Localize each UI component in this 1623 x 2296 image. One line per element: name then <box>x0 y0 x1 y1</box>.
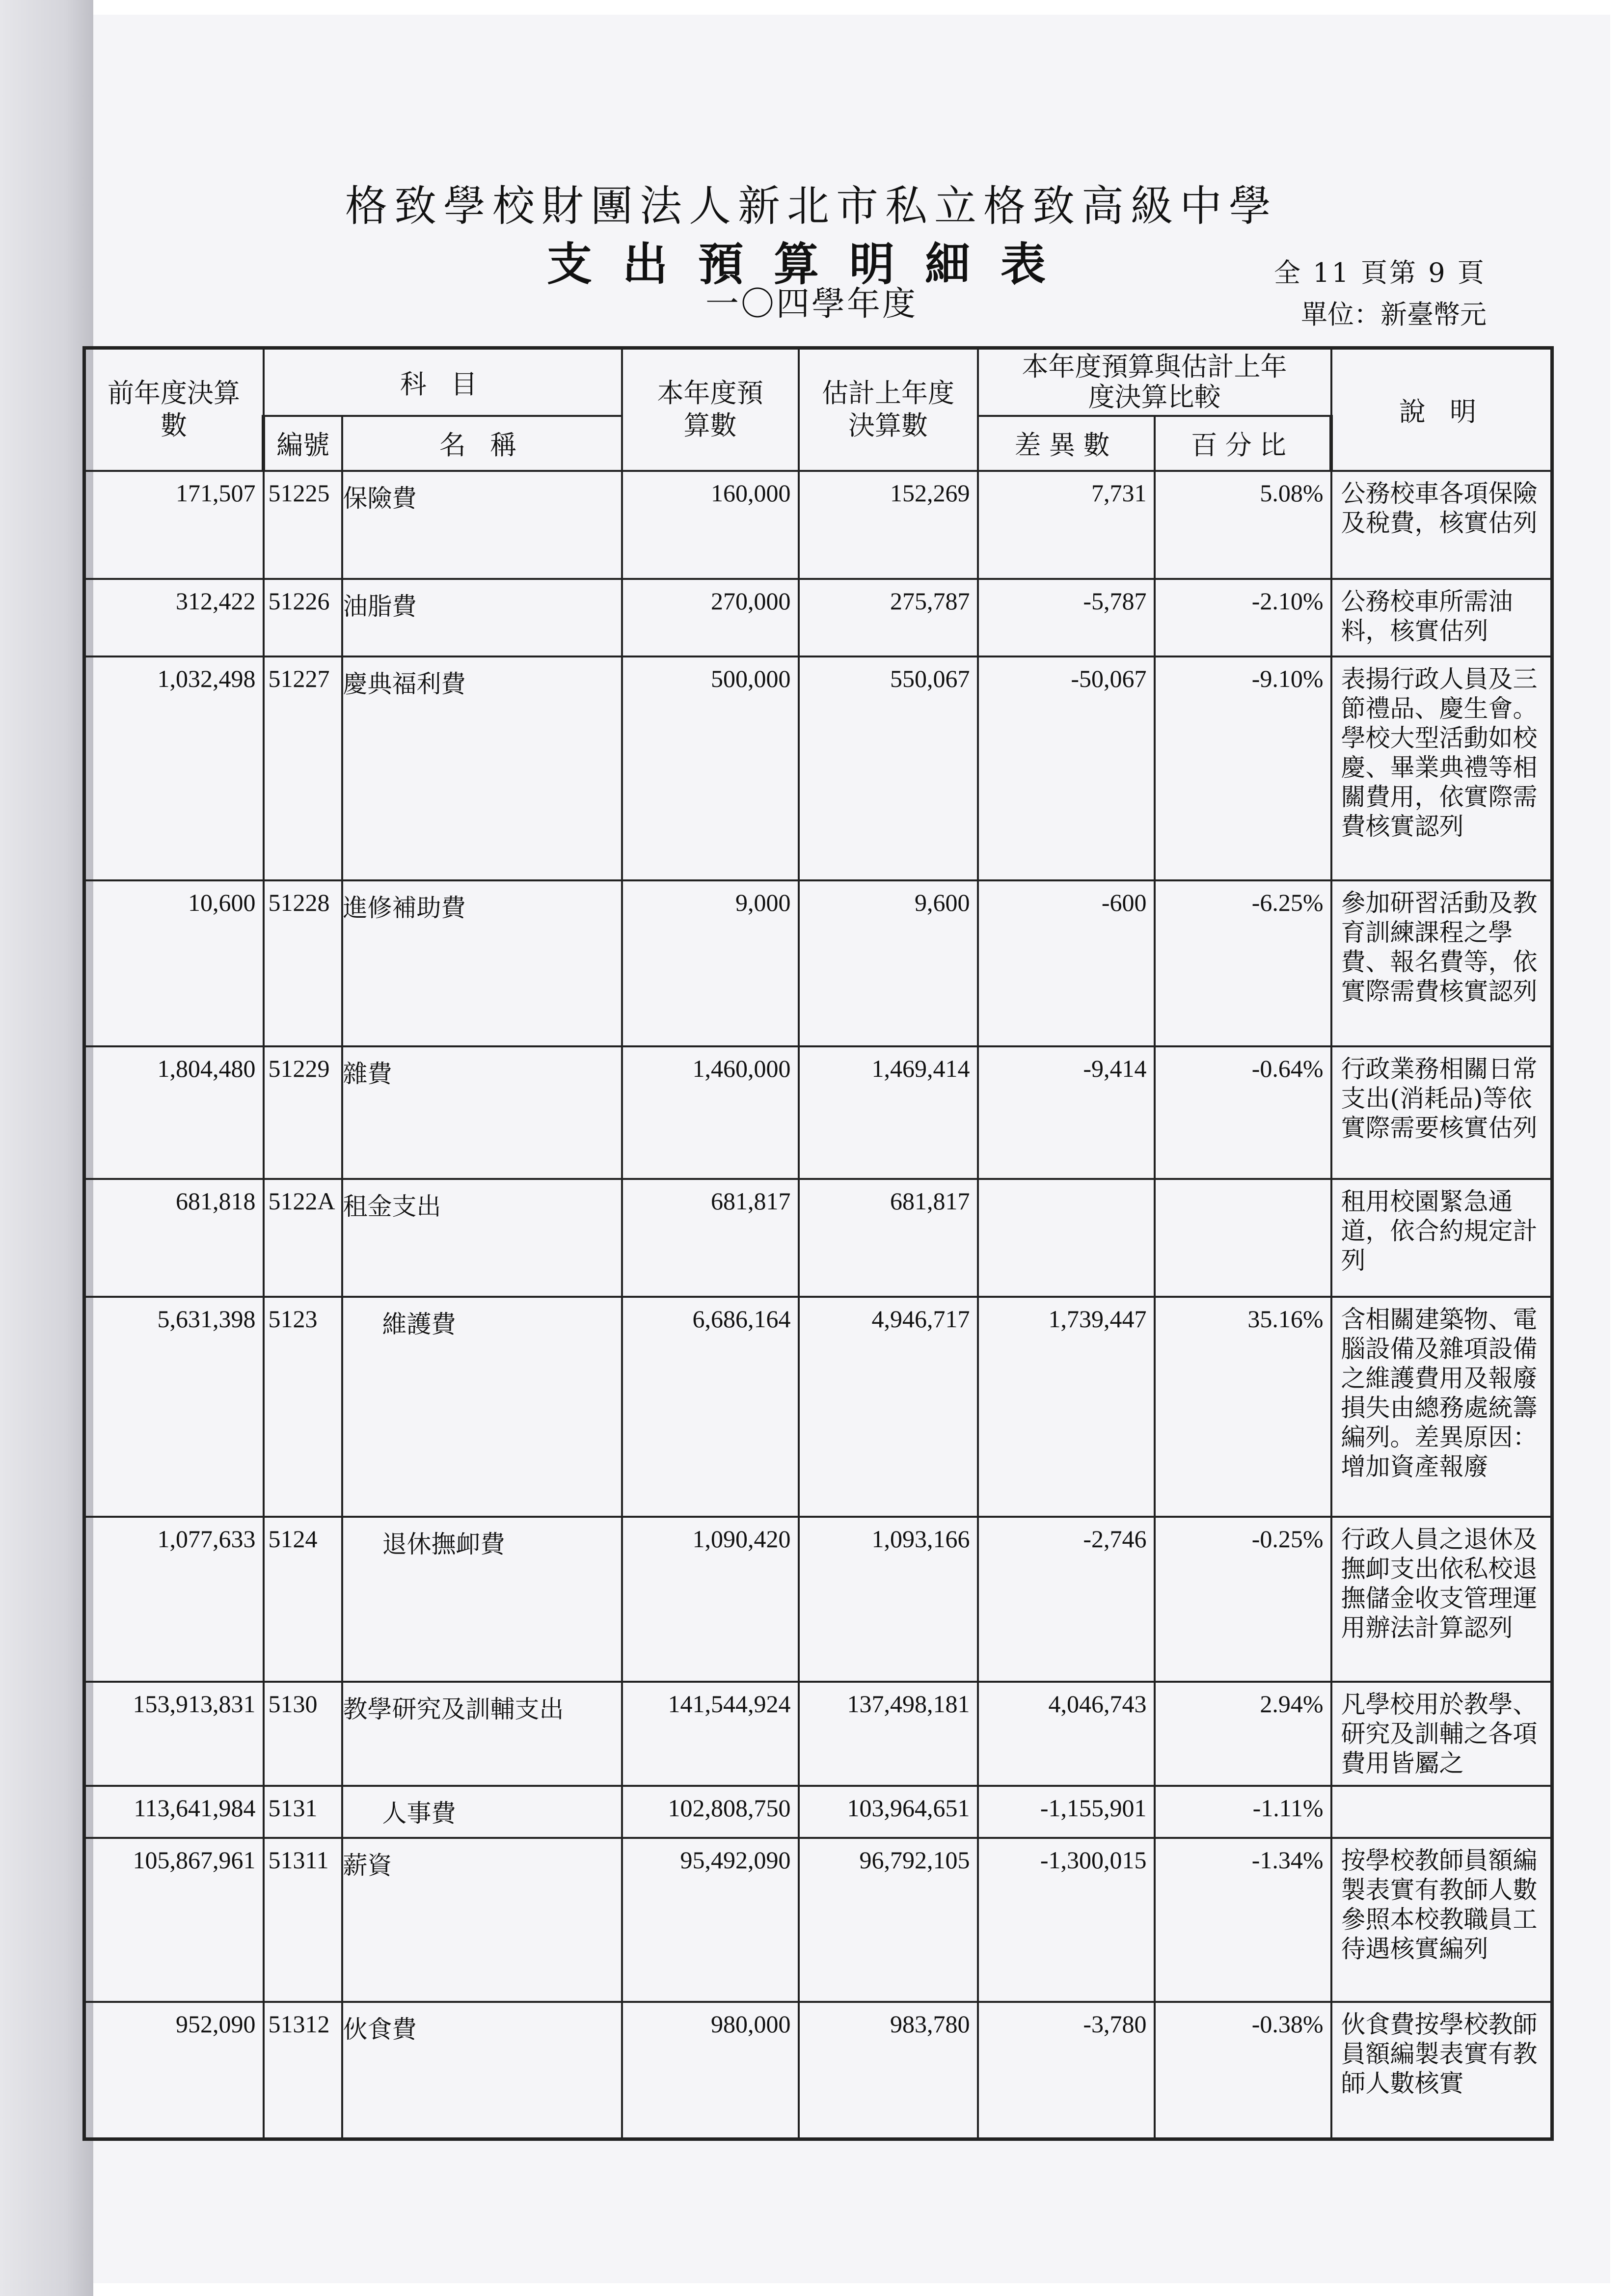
budget-cell: 270,000 <box>622 579 799 656</box>
estimate-cell: 681,817 <box>799 1179 978 1297</box>
budget-cell: 6,686,164 <box>622 1297 799 1517</box>
table-row <box>84 880 1552 1046</box>
note-cell: 行政業務相關日常支出(消耗品)等依實際需要核實估列 <box>1331 1046 1552 1179</box>
header-prev-actual: 前年度決算數 <box>84 348 264 471</box>
name-cell: 雜費 <box>342 1046 622 1179</box>
page-info: 全 11 頁第 9 頁 <box>1274 257 1486 288</box>
prev-actual-cell: 113,641,984 <box>84 1786 264 1838</box>
estimate-cell: 1,469,414 <box>799 1046 978 1179</box>
budget-cell: 1,090,420 <box>622 1517 799 1682</box>
pct-cell: -9.10% <box>1155 656 1331 880</box>
code-cell: 5122A <box>264 1179 342 1297</box>
note-cell: 公務校車所需油料，核實估列 <box>1331 579 1552 656</box>
budget-cell: 95,492,090 <box>622 1838 799 2002</box>
note-cell: 租用校園緊急通道，依合約規定計列 <box>1331 1179 1552 1297</box>
fiscal-year: 一〇四學年度 <box>705 285 918 324</box>
diff-cell: -1,155,901 <box>978 1786 1155 1838</box>
header-this-budget: 本年度預算數 <box>622 348 799 471</box>
pct-cell: 5.08% <box>1155 471 1331 579</box>
estimate-cell: 550,067 <box>799 656 978 880</box>
diff-cell: -5,787 <box>978 579 1155 656</box>
code-cell: 51312 <box>264 2002 342 2139</box>
budget-cell: 160,000 <box>622 471 799 579</box>
table-row <box>84 1517 1552 1682</box>
code-cell: 51311 <box>264 1838 342 2002</box>
currency-unit: 單位：新臺幣元 <box>1301 299 1487 330</box>
table-row <box>84 579 1552 656</box>
diff-cell: 1,739,447 <box>978 1297 1155 1517</box>
diff-cell: -9,414 <box>978 1046 1155 1179</box>
prev-actual-cell: 105,867,961 <box>84 1838 264 2002</box>
budget-cell: 500,000 <box>622 656 799 880</box>
header-name: 名 稱 <box>342 416 622 471</box>
prev-actual-cell: 312,422 <box>84 579 264 656</box>
school-name: 格致學校財團法人新北市私立格致高級中學 <box>345 182 1278 231</box>
pct-cell: -6.25% <box>1155 880 1331 1046</box>
pct-cell: -0.38% <box>1155 2002 1331 2139</box>
note-cell: 伙食費按學校教師員額編製表實有教師人數核實 <box>1331 2002 1552 2139</box>
note-cell: 凡學校用於教學、研究及訓輔之各項費用皆屬之 <box>1331 1682 1552 1786</box>
prev-actual-cell: 10,600 <box>84 880 264 1046</box>
pct-cell: 35.16% <box>1155 1297 1331 1517</box>
diff-cell: -2,746 <box>978 1517 1155 1682</box>
prev-actual-cell: 5,631,398 <box>84 1297 264 1517</box>
diff-cell: -3,780 <box>978 2002 1155 2139</box>
header-last-estimate: 估計上年度決算數 <box>799 348 978 471</box>
diff-cell: 4,046,743 <box>978 1682 1155 1786</box>
table-row <box>84 1179 1552 1297</box>
prev-actual-cell: 1,077,633 <box>84 1517 264 1682</box>
name-cell: 伙食費 <box>342 2002 622 2139</box>
estimate-cell: 152,269 <box>799 471 978 579</box>
pct-cell: -0.25% <box>1155 1517 1331 1682</box>
header-code: 編號 <box>264 416 342 471</box>
estimate-cell: 103,964,651 <box>799 1786 978 1838</box>
estimate-cell: 983,780 <box>799 2002 978 2139</box>
code-cell: 5123 <box>264 1297 342 1517</box>
estimate-cell: 96,792,105 <box>799 1838 978 2002</box>
prev-actual-cell: 171,507 <box>84 471 264 579</box>
code-cell: 51229 <box>264 1046 342 1179</box>
pct-cell: -1.34% <box>1155 1838 1331 2002</box>
note-cell: 行政人員之退休及撫卹支出依私校退撫儲金收支管理運用辦法計算認列 <box>1331 1517 1552 1682</box>
header-comparison: 本年度預算與估計上年度決算比較 <box>978 348 1331 416</box>
estimate-cell: 9,600 <box>799 880 978 1046</box>
name-cell: 維護費 <box>342 1297 622 1517</box>
budget-cell: 9,000 <box>622 880 799 1046</box>
pct-cell: -1.11% <box>1155 1786 1331 1838</box>
name-cell: 進修補助費 <box>342 880 622 1046</box>
code-cell: 5124 <box>264 1517 342 1682</box>
code-cell: 51226 <box>264 579 342 656</box>
prev-actual-cell: 952,090 <box>84 2002 264 2139</box>
name-cell: 人事費 <box>342 1786 622 1838</box>
budget-cell: 141,544,924 <box>622 1682 799 1786</box>
header-subject: 科 目 <box>264 348 622 416</box>
header-note: 說 明 <box>1331 348 1552 471</box>
budget-cell: 102,808,750 <box>622 1786 799 1838</box>
estimate-cell: 137,498,181 <box>799 1682 978 1786</box>
table-title: 支出預算明細表 <box>546 238 1076 291</box>
table-row <box>84 1838 1552 2002</box>
diff-cell: -600 <box>978 880 1155 1046</box>
prev-actual-cell: 1,032,498 <box>84 656 264 880</box>
code-cell: 51227 <box>264 656 342 880</box>
table-row <box>84 1682 1552 1786</box>
pct-cell: -0.64% <box>1155 1046 1331 1179</box>
note-cell: 參加研習活動及教育訓練課程之學費、報名費等，依實際需費核實認列 <box>1331 880 1552 1046</box>
pct-cell: -2.10% <box>1155 579 1331 656</box>
code-cell: 51225 <box>264 471 342 579</box>
name-cell: 教學研究及訓輔支出 <box>342 1682 622 1786</box>
diff-cell: -1,300,015 <box>978 1838 1155 2002</box>
code-cell: 5130 <box>264 1682 342 1786</box>
name-cell: 租金支出 <box>342 1179 622 1297</box>
budget-table <box>82 346 1554 2141</box>
code-cell: 51228 <box>264 880 342 1046</box>
diff-cell: 7,731 <box>978 471 1155 579</box>
name-cell: 保險費 <box>342 471 622 579</box>
prev-actual-cell: 1,804,480 <box>84 1046 264 1179</box>
table-row <box>84 2002 1552 2139</box>
table-row <box>84 656 1552 880</box>
name-cell: 油脂費 <box>342 579 622 656</box>
scan-edge <box>0 0 93 2296</box>
table-row <box>84 1297 1552 1517</box>
estimate-cell: 4,946,717 <box>799 1297 978 1517</box>
table-row <box>84 1046 1552 1179</box>
name-cell: 慶典福利費 <box>342 656 622 880</box>
prev-actual-cell: 153,913,831 <box>84 1682 264 1786</box>
pct-cell: 2.94% <box>1155 1682 1331 1786</box>
pct-cell <box>1155 1179 1331 1297</box>
budget-cell: 980,000 <box>622 2002 799 2139</box>
name-cell: 薪資 <box>342 1838 622 2002</box>
prev-actual-cell: 681,818 <box>84 1179 264 1297</box>
name-cell: 退休撫卹費 <box>342 1517 622 1682</box>
estimate-cell: 1,093,166 <box>799 1517 978 1682</box>
diff-cell <box>978 1179 1155 1297</box>
note-cell: 表揚行政人員及三節禮品、慶生會。學校大型活動如校慶、畢業典禮等相關費用，依實際需費核實認列 <box>1331 656 1552 880</box>
header-pct: 百分比 <box>1155 416 1331 471</box>
diff-cell: -50,067 <box>978 656 1155 880</box>
table-row <box>84 471 1552 579</box>
code-cell: 5131 <box>264 1786 342 1838</box>
table-row <box>84 1786 1552 1838</box>
header-diff: 差異數 <box>978 416 1155 471</box>
note-cell: 公務校車各項保險及稅費，核實估列 <box>1331 471 1552 579</box>
budget-cell: 1,460,000 <box>622 1046 799 1179</box>
note-cell: 含相關建築物、電腦設備及雜項設備之維護費用及報廢損失由總務處統籌編列。差異原因：增加資產報廢 <box>1331 1297 1552 1517</box>
budget-cell: 681,817 <box>622 1179 799 1297</box>
estimate-cell: 275,787 <box>799 579 978 656</box>
note-cell: 按學校教師員額編製表實有教師人數參照本校教職員工待遇核實編列 <box>1331 1838 1552 2002</box>
note-cell <box>1331 1786 1552 1838</box>
